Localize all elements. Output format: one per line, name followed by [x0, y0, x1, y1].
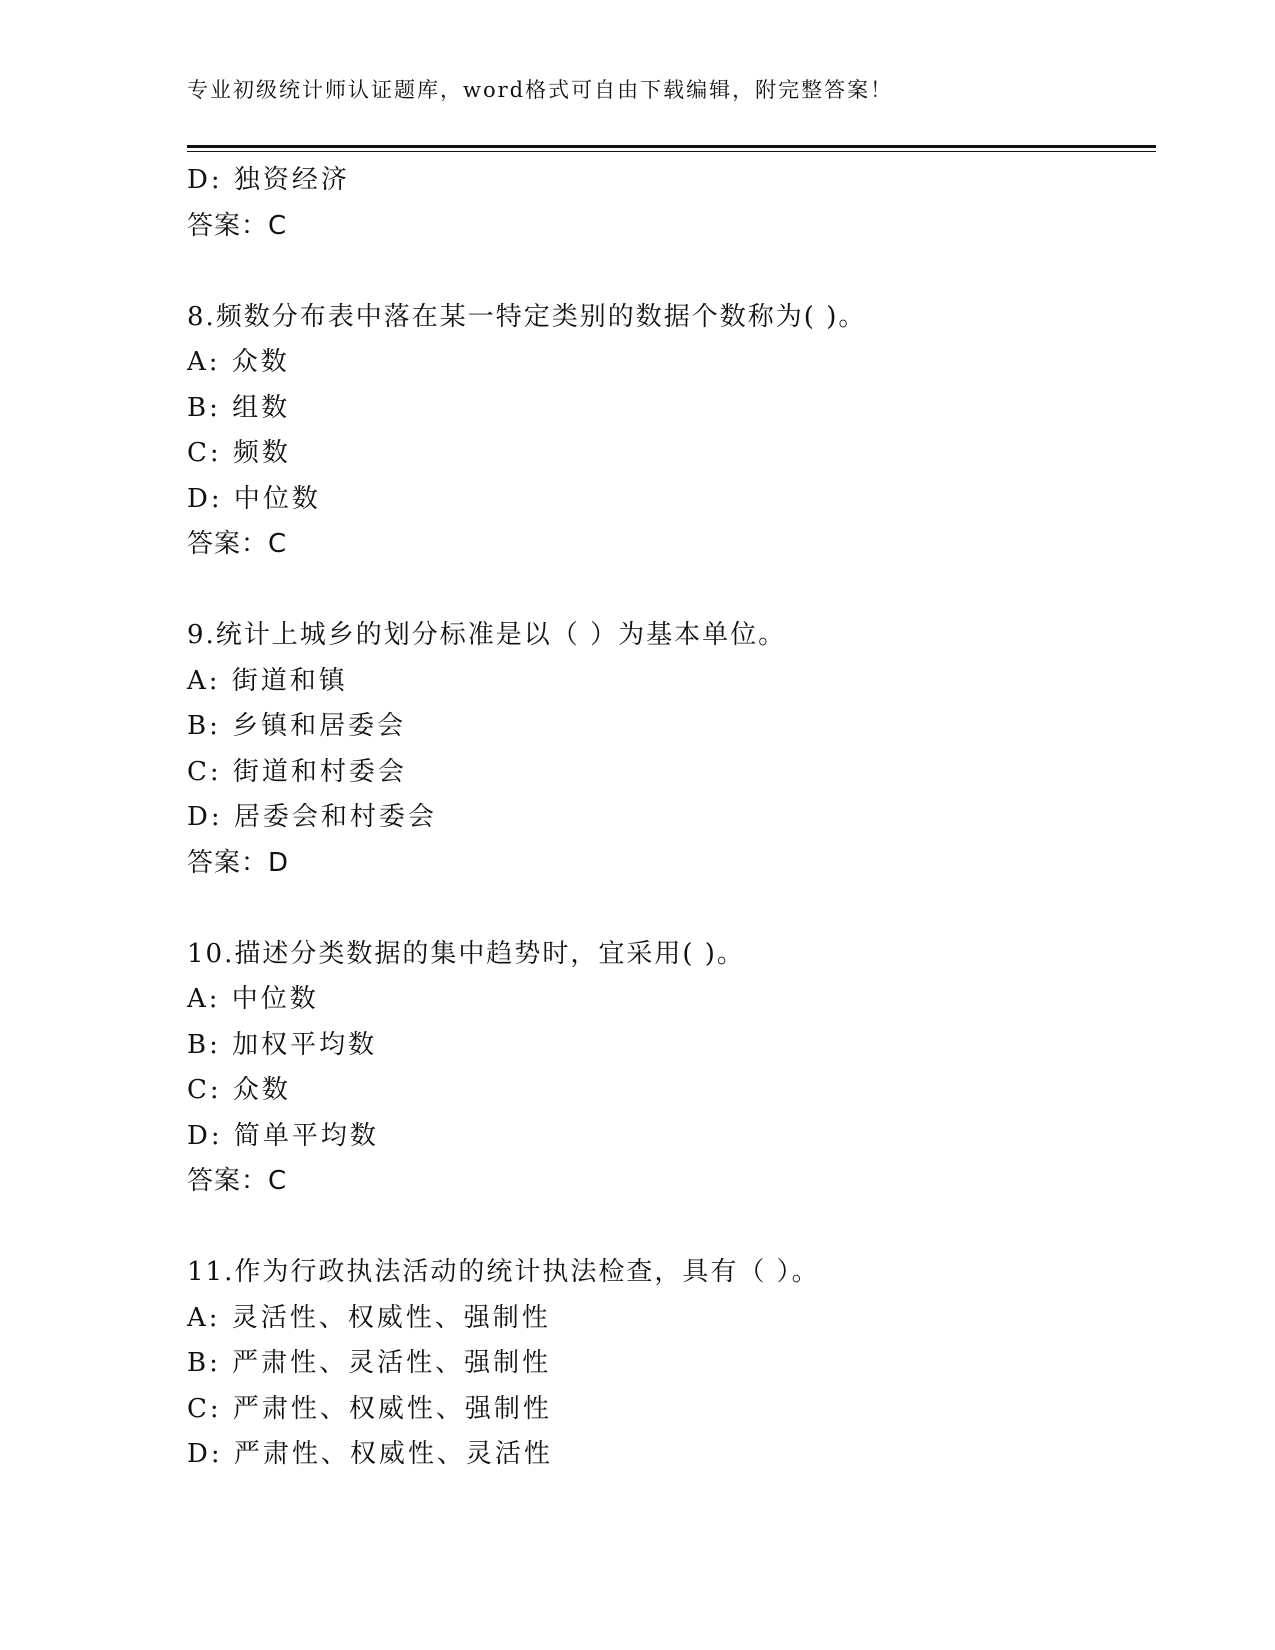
question-9-stem: 9.统计上城乡的划分标准是以（ ）为基本单位。: [187, 620, 787, 650]
question-9-answer: 答案：D: [187, 847, 290, 878]
question-8-option-a: A: 众数: [187, 347, 290, 377]
question-10-option-b: B: 加权平均数: [187, 1029, 378, 1060]
header-rule-thin: [187, 151, 1156, 152]
question-10-option-c: C: 众数: [187, 1075, 291, 1105]
question-8-stem: 8.频数分布表中落在某一特定类别的数据个数称为( )。: [187, 301, 867, 332]
question-11-option-a: A: 灵活性、权威性、强制性: [187, 1302, 551, 1333]
question-8-option-b: B: 组数: [187, 392, 291, 423]
carryover-option-d: D: 独资经济: [187, 165, 350, 195]
question-11-option-c: C: 严肃性、权威性、强制性: [187, 1393, 552, 1424]
spacer: [187, 886, 1156, 932]
question-8-option-d: D: 中位数: [187, 483, 321, 514]
question-11-option-d: D: 严肃性、权威性、灵活性: [187, 1439, 553, 1469]
question-10-answer: 答案：C: [187, 1166, 288, 1196]
question-8-answer: 答案：C: [187, 529, 288, 559]
header-rule-thick: [187, 145, 1156, 148]
spacer: [187, 1205, 1156, 1251]
question-10-option-d: D: 简单平均数: [187, 1120, 379, 1151]
carryover-answer: 答案：C: [187, 210, 288, 241]
question-10-option-a: A: 中位数: [187, 984, 319, 1014]
spacer: [187, 249, 1156, 295]
question-9-option-c: C: 街道和村委会: [187, 756, 407, 787]
question-10-stem: 10.描述分类数据的集中趋势时，宜采用( )。: [187, 938, 745, 969]
question-content: [187, 158, 1156, 1478]
question-9-option-d: D: 居委会和村委会: [187, 802, 437, 832]
question-9-option-a: A: 街道和镇: [187, 665, 348, 696]
spacer: [187, 568, 1156, 614]
question-8-option-c: C: 频数: [187, 438, 291, 468]
question-11-stem: 11.作为行政执法活动的统计执法检查，具有（ ）。: [187, 1257, 820, 1287]
question-9-option-b: B: 乡镇和居委会: [187, 711, 407, 741]
question-11-option-b: B: 严肃性、灵活性、强制性: [187, 1348, 552, 1378]
page-header: 专业初级统计师认证题库，word格式可自由下载编辑，附完整答案！: [187, 78, 894, 102]
